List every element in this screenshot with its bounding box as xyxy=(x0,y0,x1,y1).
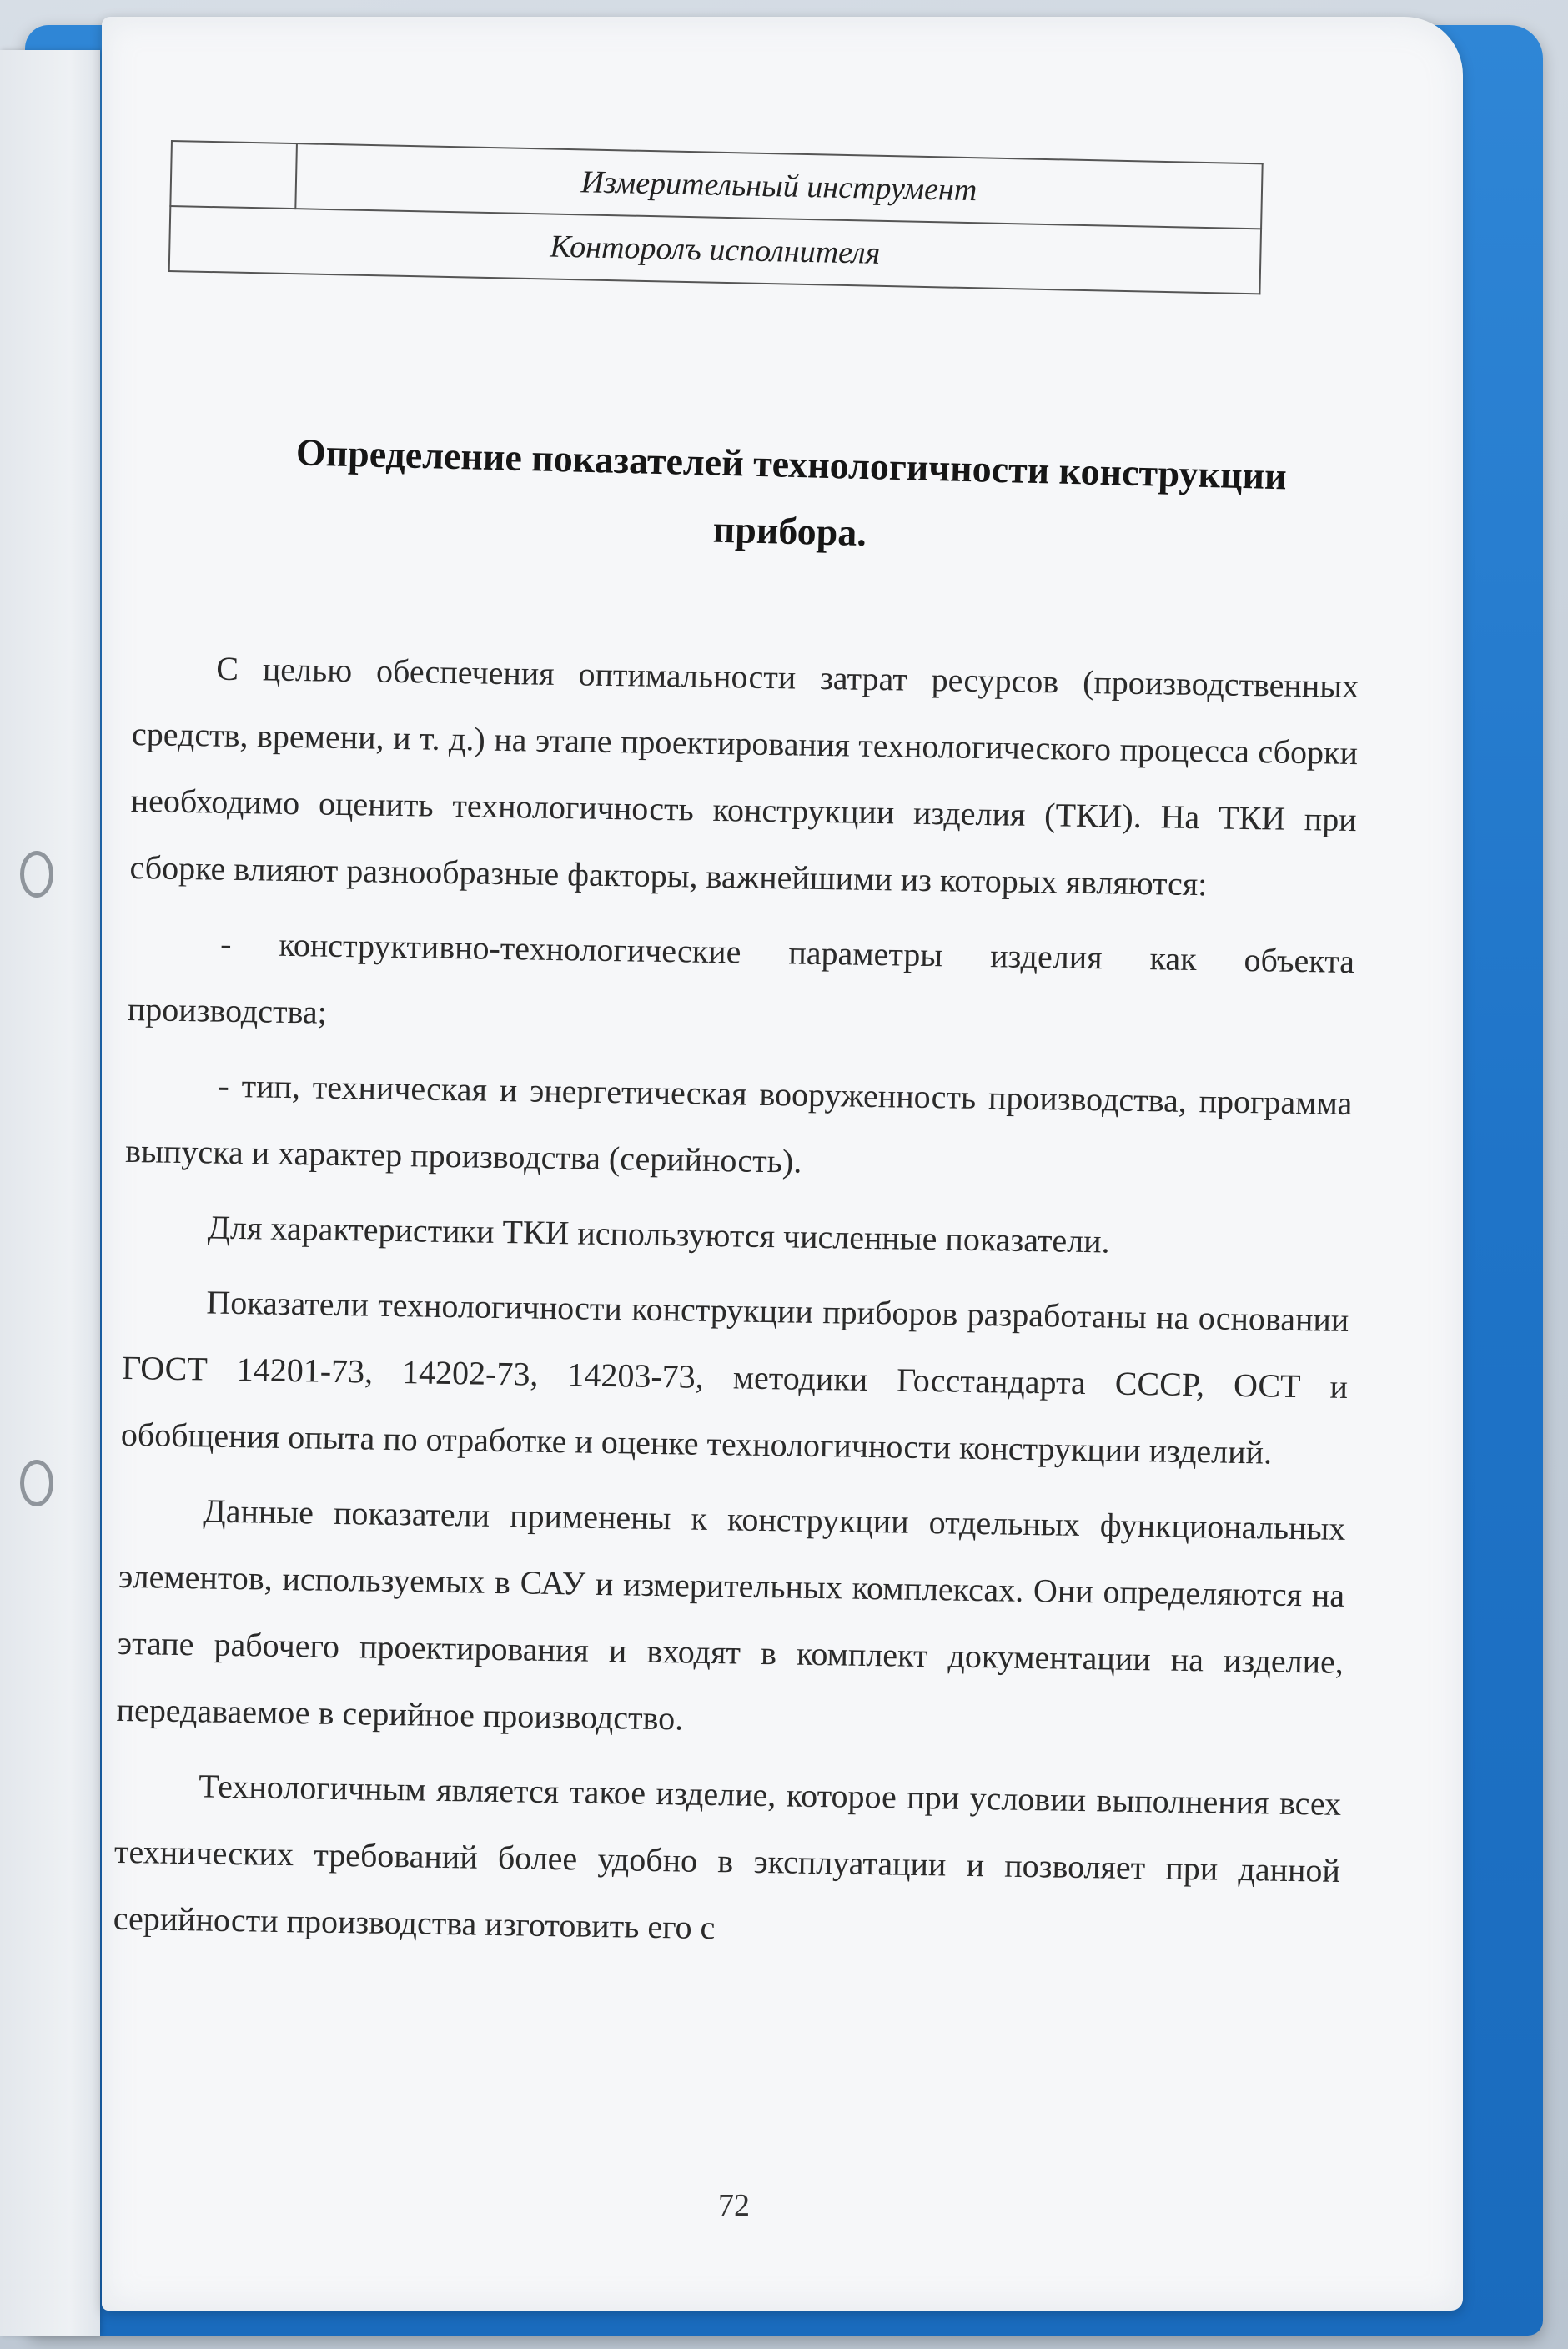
paragraph: С целью обеспечения оптимальности затрат ресурсов (производственных средств, времени, и т. д.) на этапе проектирования технологического процесса сборки необходимо оценить технологичность конструкции изделия (ТКИ). На ТКИ при сборке влияют разнообразные факторы, важнейшими из которых являются: xyxy=(129,649,1359,903)
header-table xyxy=(168,140,1264,294)
body-text xyxy=(113,634,1359,1979)
paragraph: Технологичным является такое изделие, которое при условии выполнения всех технических требований более удобно в эксплуатации и позволяет при данной серийности производства изготовить его с xyxy=(113,1767,1342,1947)
header-table-cell-control: Конторолъ исполнителя xyxy=(169,206,1261,294)
previous-page-edge xyxy=(0,50,100,2336)
binder-ring-icon xyxy=(20,1460,53,1506)
paragraph: Данные показатели применены к конструкции отдельных функциональных элементов, используемых в САУ и измерительных комплексах. Они определяются на этапе рабочего проектирования и входят в комплект документации на изделие, передаваемое в серийное производство. xyxy=(116,1491,1346,1738)
list-item: - тип, техническая и энергетическая вооруженность производства, программа выпуска и характер производства (серийность). xyxy=(124,1066,1353,1180)
list-item: - конструктивно-технологические параметры изделия как объекта производства; xyxy=(127,924,1355,1031)
header-table-stub-cell xyxy=(170,141,297,209)
section-title: Определение показателей технологичности конструкции прибора. xyxy=(295,430,1288,555)
page-number: 72 xyxy=(718,2188,750,2223)
binder-ring-icon xyxy=(20,851,53,898)
paragraph: Для характеристики ТКИ используются численные показатели. xyxy=(207,1208,1110,1260)
paragraph: Показатели технологичности конструкции приборов разработаны на основании ГОСТ 14201-73, 14202-73, 14203-73, методики Госстандарта СССР, ОСТ и обобщения опыта по отработке и оценке технологичности конструкции изделий. xyxy=(120,1283,1349,1471)
header-table-cell-instrument: Измерительный инструмент xyxy=(295,143,1262,229)
